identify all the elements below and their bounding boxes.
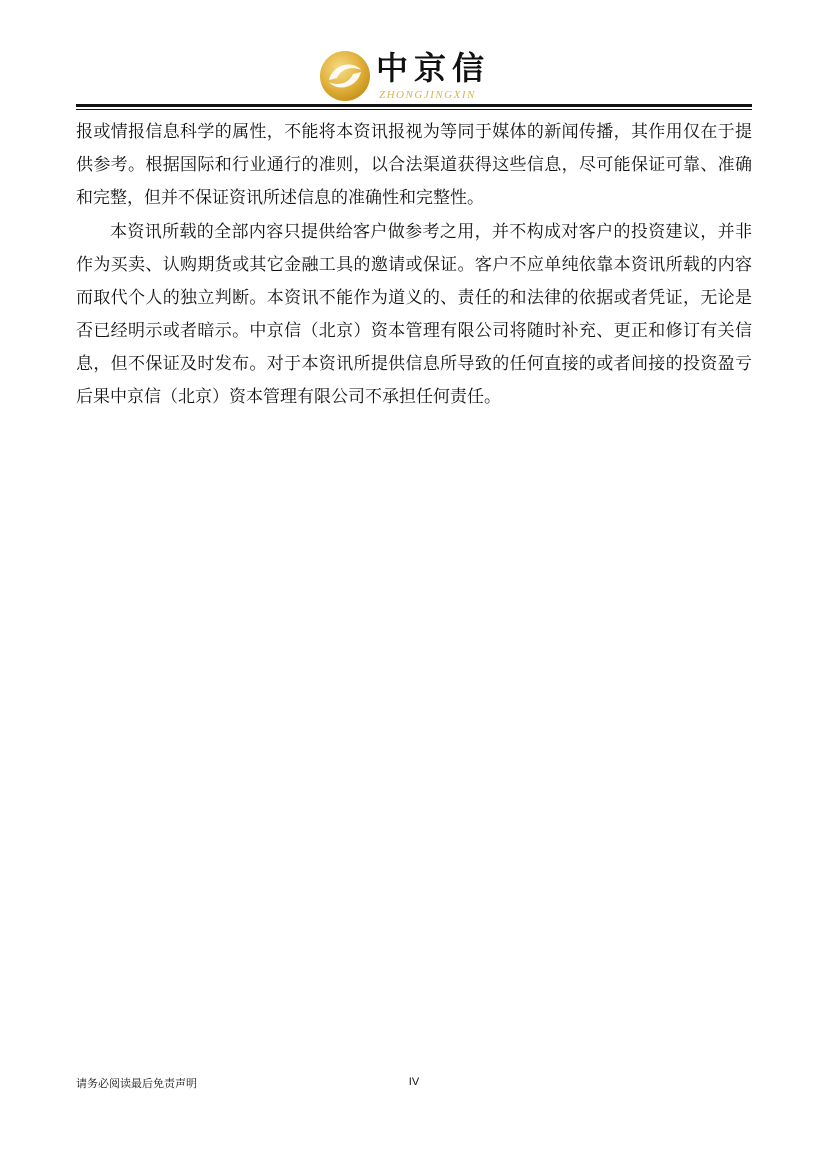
brand-name-chinese: 中京信 bbox=[376, 49, 491, 87]
paragraph-disclaimer: 本资讯所载的全部内容只提供给客户做参考之用，并不构成对客户的投资建议，并非作为买卖、认购期货或其它金融工具的邀请或保证。客户不应单纯依靠本资讯所载的内容而取代个人的独立判断。本资讯不能作为道义的、责任的和法律的依据或者凭证，无论是否已经明示或者暗示。中京信（北京）资本管理有限公司将随时补充、更正和修订有关信息，但不保证及时发布。对于本资讯所提供信息所导致的任何直接的或者间接的投资盈亏后果中京信（北京）资本管理有限公司不承担任何责任。 bbox=[76, 222, 752, 407]
header-rule-thick bbox=[76, 104, 752, 107]
brand-name-english: ZHONGJINGXIN bbox=[379, 89, 476, 101]
footer-disclaimer-note: 请务必阅读最后免责声明 bbox=[76, 1077, 197, 1090]
page-header bbox=[0, 0, 827, 120]
disclaimer-body bbox=[76, 116, 752, 414]
zjx-swirl-logo-icon bbox=[319, 50, 371, 102]
paragraph-continued: 报或情报信息科学的属性，不能将本资讯报视为等同于媒体的新闻传播，其作用仅在于提供参考。根据国际和行业通行的准则，以合法渠道获得这些信息，尽可能保证可靠、准确和完整，但并不保证资讯所述信息的准确性和完整性。 bbox=[76, 122, 752, 208]
page-number: IV bbox=[408, 1076, 420, 1088]
header-rule-thin bbox=[76, 109, 752, 110]
